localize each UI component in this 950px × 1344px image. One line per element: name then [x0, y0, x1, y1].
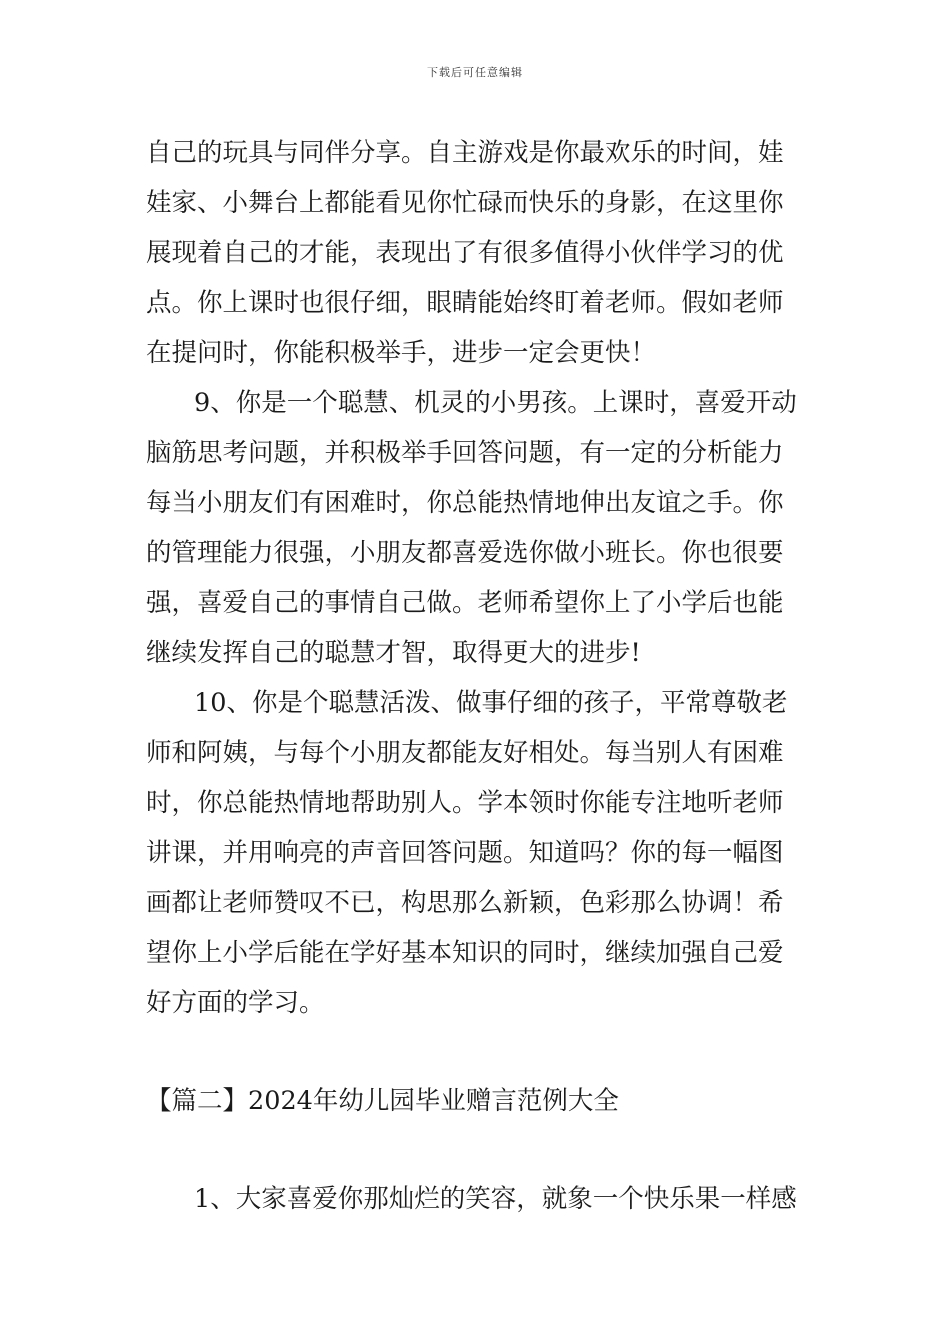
paragraph-2 [146, 378, 810, 678]
text-line: 强，喜爱自己的事情自己做。老师希望你上了小学后也能 [146, 588, 784, 618]
text-line: 娃家、小舞台上都能看见你忙碌而快乐的身影，在这里你 [146, 188, 784, 218]
text-line: 每当小朋友们有困难时，你总能热情地伸出友谊之手。你 [146, 488, 784, 518]
text-line: 好方面的学习。 [146, 988, 325, 1018]
text-line: 自己的玩具与同伴分享。自主游戏是你最欢乐的时间，娃 [146, 138, 784, 168]
section-heading: 【篇二】2024年幼儿园毕业赠言范例大全 [146, 1086, 619, 1116]
paragraph-3 [146, 678, 810, 1028]
text-line: 画都让老师赞叹不已，构思那么新颖，色彩那么协调！希 [146, 888, 784, 918]
text-line: 时，你总能热情地帮助别人。学本领时你能专注地听老师 [146, 788, 784, 818]
text-line: 师和阿姨，与每个小朋友都能友好相处。每当别人有困难 [146, 738, 784, 768]
text-line: 展现着自己的才能，表现出了有很多值得小伙伴学习的优 [146, 238, 784, 268]
spacer [146, 1126, 810, 1174]
text-line: 脑筋思考问题，并积极举手回答问题，有一定的分析能力 [146, 438, 784, 468]
paragraph-4 [146, 1174, 810, 1224]
text-line: 10、你是个聪慧活泼、做事仔细的孩子，平常尊敬老 [194, 688, 788, 718]
text-line: 1、大家喜爱你那灿烂的笑容，就象一个快乐果一样感 [194, 1184, 797, 1214]
text-line: 继续发挥自己的聪慧才智，取得更大的进步! [146, 638, 641, 668]
text-line: 望你上小学后能在学好基本知识的同时，继续加强自己爱 [146, 938, 784, 968]
paragraph-1 [146, 128, 810, 378]
page-header: 下载后可任意编辑 [427, 66, 523, 79]
spacer [146, 1028, 810, 1076]
document-body [146, 128, 810, 1224]
text-line: 点。你上课时也很仔细，眼睛能始终盯着老师。假如老师 [146, 288, 784, 318]
text-line: 9、你是一个聪慧、机灵的小男孩。上课时，喜爱开动 [194, 388, 797, 418]
text-line: 讲课，并用响亮的声音回答问题。知道吗？你的每一幅图 [146, 838, 784, 868]
text-line: 在提问时，你能积极举手，进步一定会更快！ [146, 338, 657, 368]
text-line: 的管理能力很强，小朋友都喜爱选你做小班长。你也很要 [146, 538, 784, 568]
